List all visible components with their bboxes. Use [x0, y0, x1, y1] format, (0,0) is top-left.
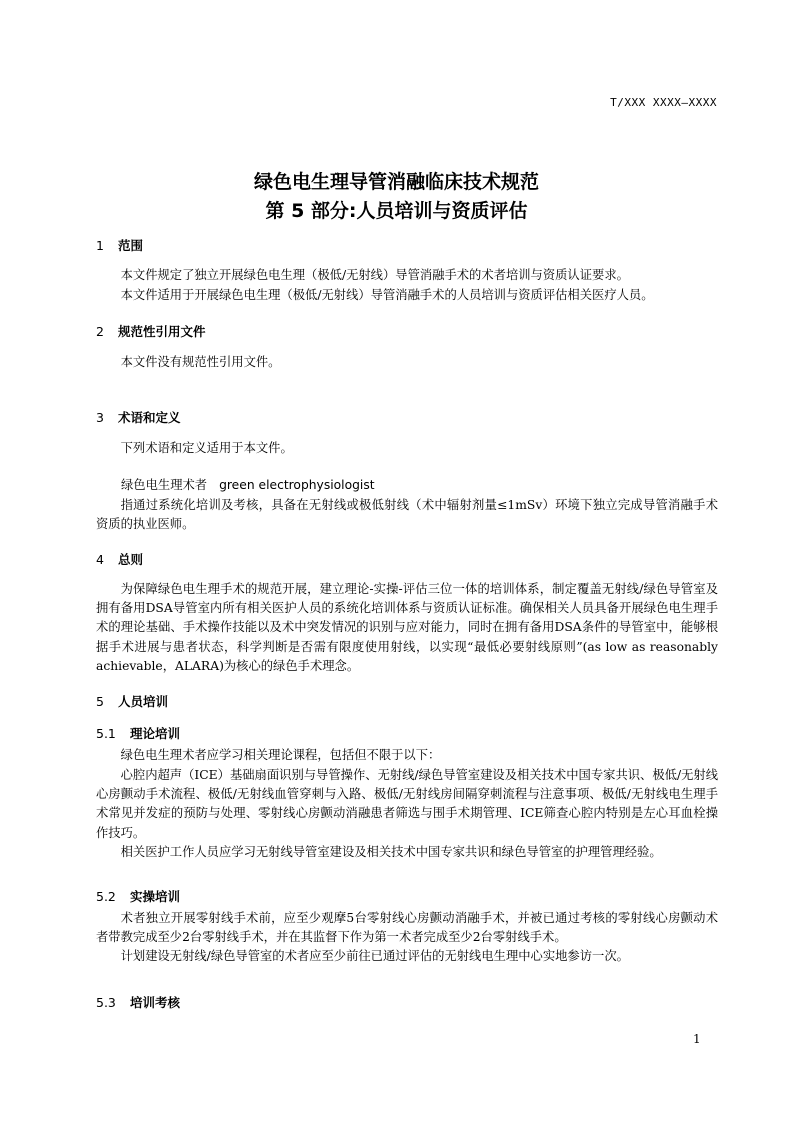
section-3-heading	[96, 408, 181, 426]
section-title: 人员培训	[118, 694, 169, 709]
term-entry	[121, 475, 375, 493]
term-chinese: 绿色电生理术者	[121, 478, 208, 492]
section-number: 3	[96, 410, 104, 425]
section-number: 2	[96, 324, 104, 339]
document-code: T/XXX XXXX—XXXX	[610, 96, 717, 109]
document-title: 绿色电生理导管消融临床技术规范	[253, 171, 539, 193]
section-title: 术语和定义	[118, 410, 181, 425]
section-number: 1	[96, 238, 104, 253]
section-5-2-paragraph-2: 计划建设无射线/绿色导管室的术者应至少前往已通过评估的无射线电生理中心实地参访一次。	[120, 949, 629, 963]
section-number: 5.2	[96, 889, 116, 904]
section-title: 规范性引用文件	[118, 324, 206, 339]
section-number: 5.1	[96, 726, 116, 741]
section-5-heading	[96, 692, 168, 710]
section-5-1-paragraph-3: 相关医护工作人员应学习无射线导管室建设及相关技术中国专家共识和绿色导管室的护理管理经验。	[120, 845, 662, 859]
section-title: 范围	[118, 238, 144, 253]
section-2-heading	[96, 322, 206, 340]
page-number: 1	[693, 1032, 701, 1046]
section-number: 5.3	[96, 995, 116, 1010]
section-1-paragraph-2: 本文件适用于开展绿色电生理（极低/无射线）导管消融手术的人员培训与资质评估相关医疗人员。	[120, 288, 654, 302]
section-5-2-heading	[96, 887, 180, 905]
section-number: 4	[96, 552, 104, 567]
section-title: 理论培训	[130, 726, 181, 741]
section-3-paragraph-1: 下列术语和定义适用于本文件。	[120, 441, 293, 455]
section-2-paragraph-1: 本文件没有规范性引用文件。	[120, 355, 281, 369]
section-1-heading	[96, 236, 143, 254]
section-number: 5	[96, 694, 104, 709]
section-5-1-paragraph-1: 绿色电生理术者应学习相关理论课程，包括但不限于以下：	[120, 748, 441, 762]
section-1-paragraph-1: 本文件规定了独立开展绿色电生理（极低/无射线）导管消融手术的术者培训与资质认证要求。	[120, 268, 629, 282]
term-english: green electrophysiologist	[219, 478, 375, 492]
section-5-3-heading	[96, 993, 180, 1011]
section-4-heading	[96, 550, 143, 568]
section-title: 实操培训	[130, 889, 181, 904]
section-title: 总则	[118, 552, 144, 567]
section-5-1-paragraph-2: 心腔内超声（ICE）基础扇面识别与导管操作、无射线/绿色导管室建设及相关技术中国专家共识、极低/无射线心房颤动手术流程、极低/无射线血管穿刺与入路、极低/无射线房间隔穿刺流程与注意事项、极低/无射线电生理手术常见并发症的预防与处理、零射线心房颤动消融患者筛选与围手术期管理、ICE筛查心腔内特别是左心耳血栓操作技巧。	[96, 768, 718, 840]
document-subtitle: 第 5 部分:人员培训与资质评估	[265, 200, 528, 222]
term-definition: 指通过系统化培训及考核，具备在无射线或极低射线（术中辐射剂量≤1mSv）环境下独立完成导管消融手术资质的执业医师。	[96, 498, 718, 532]
section-5-2-paragraph-1: 术者独立开展零射线手术前，应至少观摩5台零射线心房颤动消融手术，并被已通过考核的零射线心房颤动术者带教完成至少2台零射线手术，并在其监督下作为第一术者完成至少2台零射线手术。	[96, 911, 718, 945]
section-5-1-heading	[96, 724, 180, 742]
section-title: 培训考核	[130, 995, 181, 1010]
section-4-paragraph-1: 为保障绿色电生理手术的规范开展，建立理论-实操-评估三位一体的培训体系，制定覆盖无射线/绿色导管室及拥有备用DSA导管室内所有相关医护人员的系统化培训体系与资质认证标准。确保相关人员具备开展绿色电生理手术的理论基础、手术操作技能以及术中突发情况的识别与应对能力，同时在拥有备用DSA条件的导管室中，能够根据手术进展与患者状态，科学判断是否需有限度使用射线，以实现“最低必要射线原则”(as low as reasonably achievable，ALARA)为核心的绿色手术理念。	[96, 582, 718, 673]
